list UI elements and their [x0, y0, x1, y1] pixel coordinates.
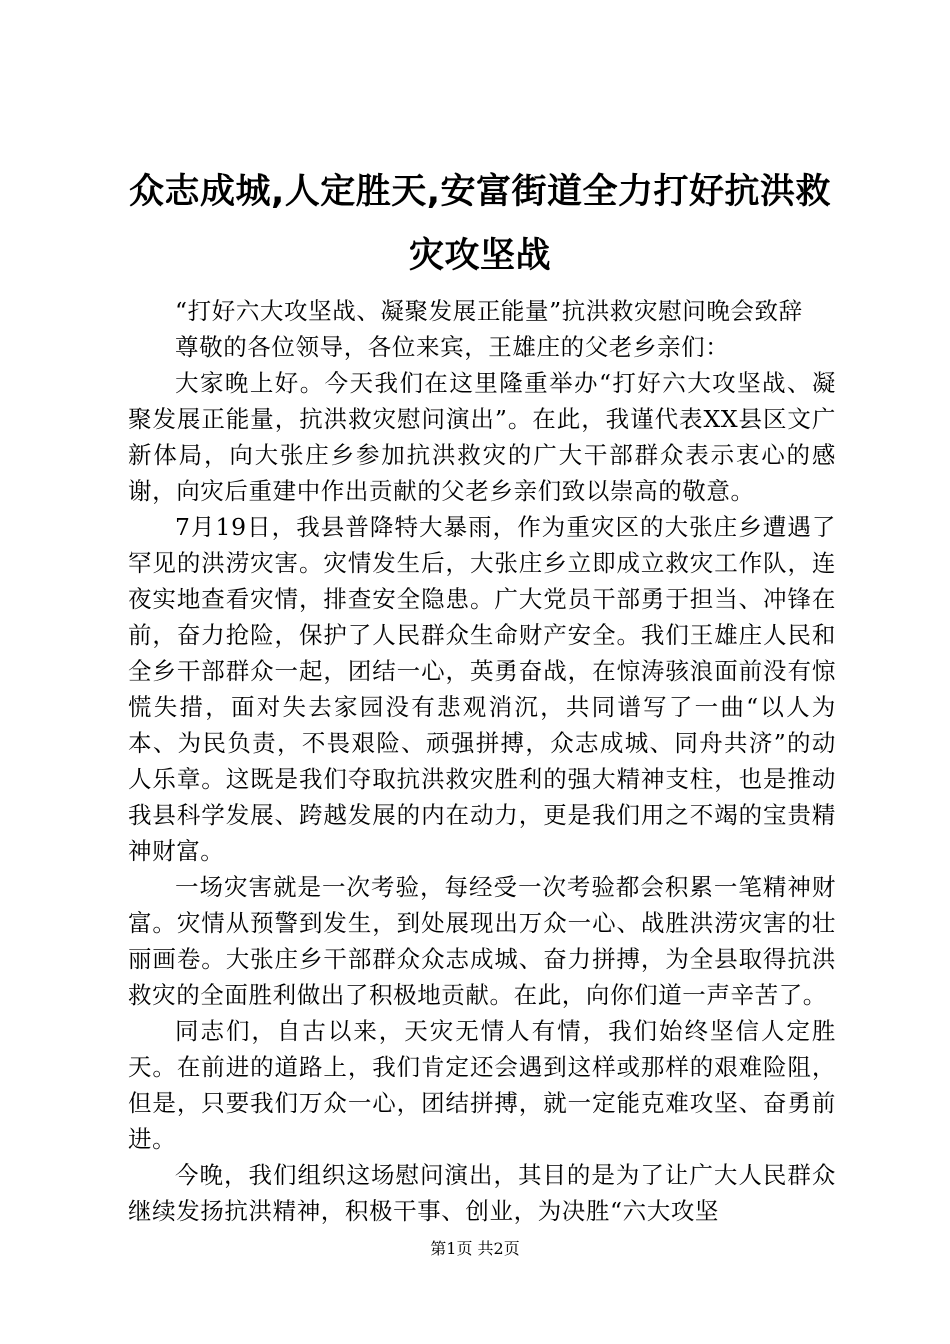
document-body [128, 293, 836, 1229]
paragraph: 大家晚上好。今天我们在这里隆重举办“打好六大攻坚战、凝聚发展正能量，抗洪救灾慰问演出”。在此，我谨代表XX县区文广新体局，向大张庄乡参加抗洪救灾的广大干部群众表示衷心的感谢，向灾后重建中作出贡献的父老乡亲们致以崇高的敬意。 [128, 369, 836, 505]
paragraph-salutation: 尊敬的各位领导，各位来宾，王雄庄的父老乡亲们： [175, 333, 730, 361]
paragraph: 一场灾害就是一次考验，每经受一次考验都会积累一笔精神财富。灾情从预警到发生，到处展现出万众一心、战胜洪涝灾害的壮丽画卷。大张庄乡干部群众众志成城、奋力拼搏，为全县取得抗洪救灾的全面胜利做出了积极地贡献。在此，向你们道一声辛苦了。 [128, 873, 836, 1009]
paragraph: 今晚，我们组织这场慰问演出，其目的是为了让广大人民群众继续发扬抗洪精神，积极干事、创业，为决胜“六大攻坚 [128, 1161, 836, 1225]
paragraph: 同志们，自古以来，天灾无情人有情，我们始终坚信人定胜天。在前进的道路上，我们肯定还会遇到这样或那样的艰难险阻，但是，只要我们万众一心，团结拼搏，就一定能克难攻坚、奋勇前进。 [128, 1017, 836, 1153]
paragraph: 7月19日，我县普降特大暴雨，作为重灾区的大张庄乡遭遇了罕见的洪涝灾害。灾情发生后，大张庄乡立即成立救灾工作队，连夜实地查看灾情，排查安全隐患。广大党员干部勇于担当、冲锋在前，奋力抢险，保护了人民群众生命财产安全。我们王雄庄人民和全乡干部群众一起，团结一心，英勇奋战，在惊涛骇浪面前没有惊慌失措，面对失去家园没有悲观消沉，共同谱写了一曲“以人为本、为民负责，不畏艰险、顽强拼搏，众志成城、同舟共济”的动人乐章。这既是我们夺取抗洪救灾胜利的强大精神支柱，也是推动我县科学发展、跨越发展的内在动力，更是我们用之不竭的宝贵精神财富。 [128, 513, 836, 865]
document-title: 众志成城,人定胜天,安富街道全力打好抗洪救灾攻坚战 [128, 172, 832, 276]
paragraph-subtitle: “打好六大攻坚战、凝聚发展正能量”抗洪救灾慰问晚会致辞 [175, 297, 803, 325]
page-number-footer: 第1页 共2页 [430, 1239, 520, 1258]
